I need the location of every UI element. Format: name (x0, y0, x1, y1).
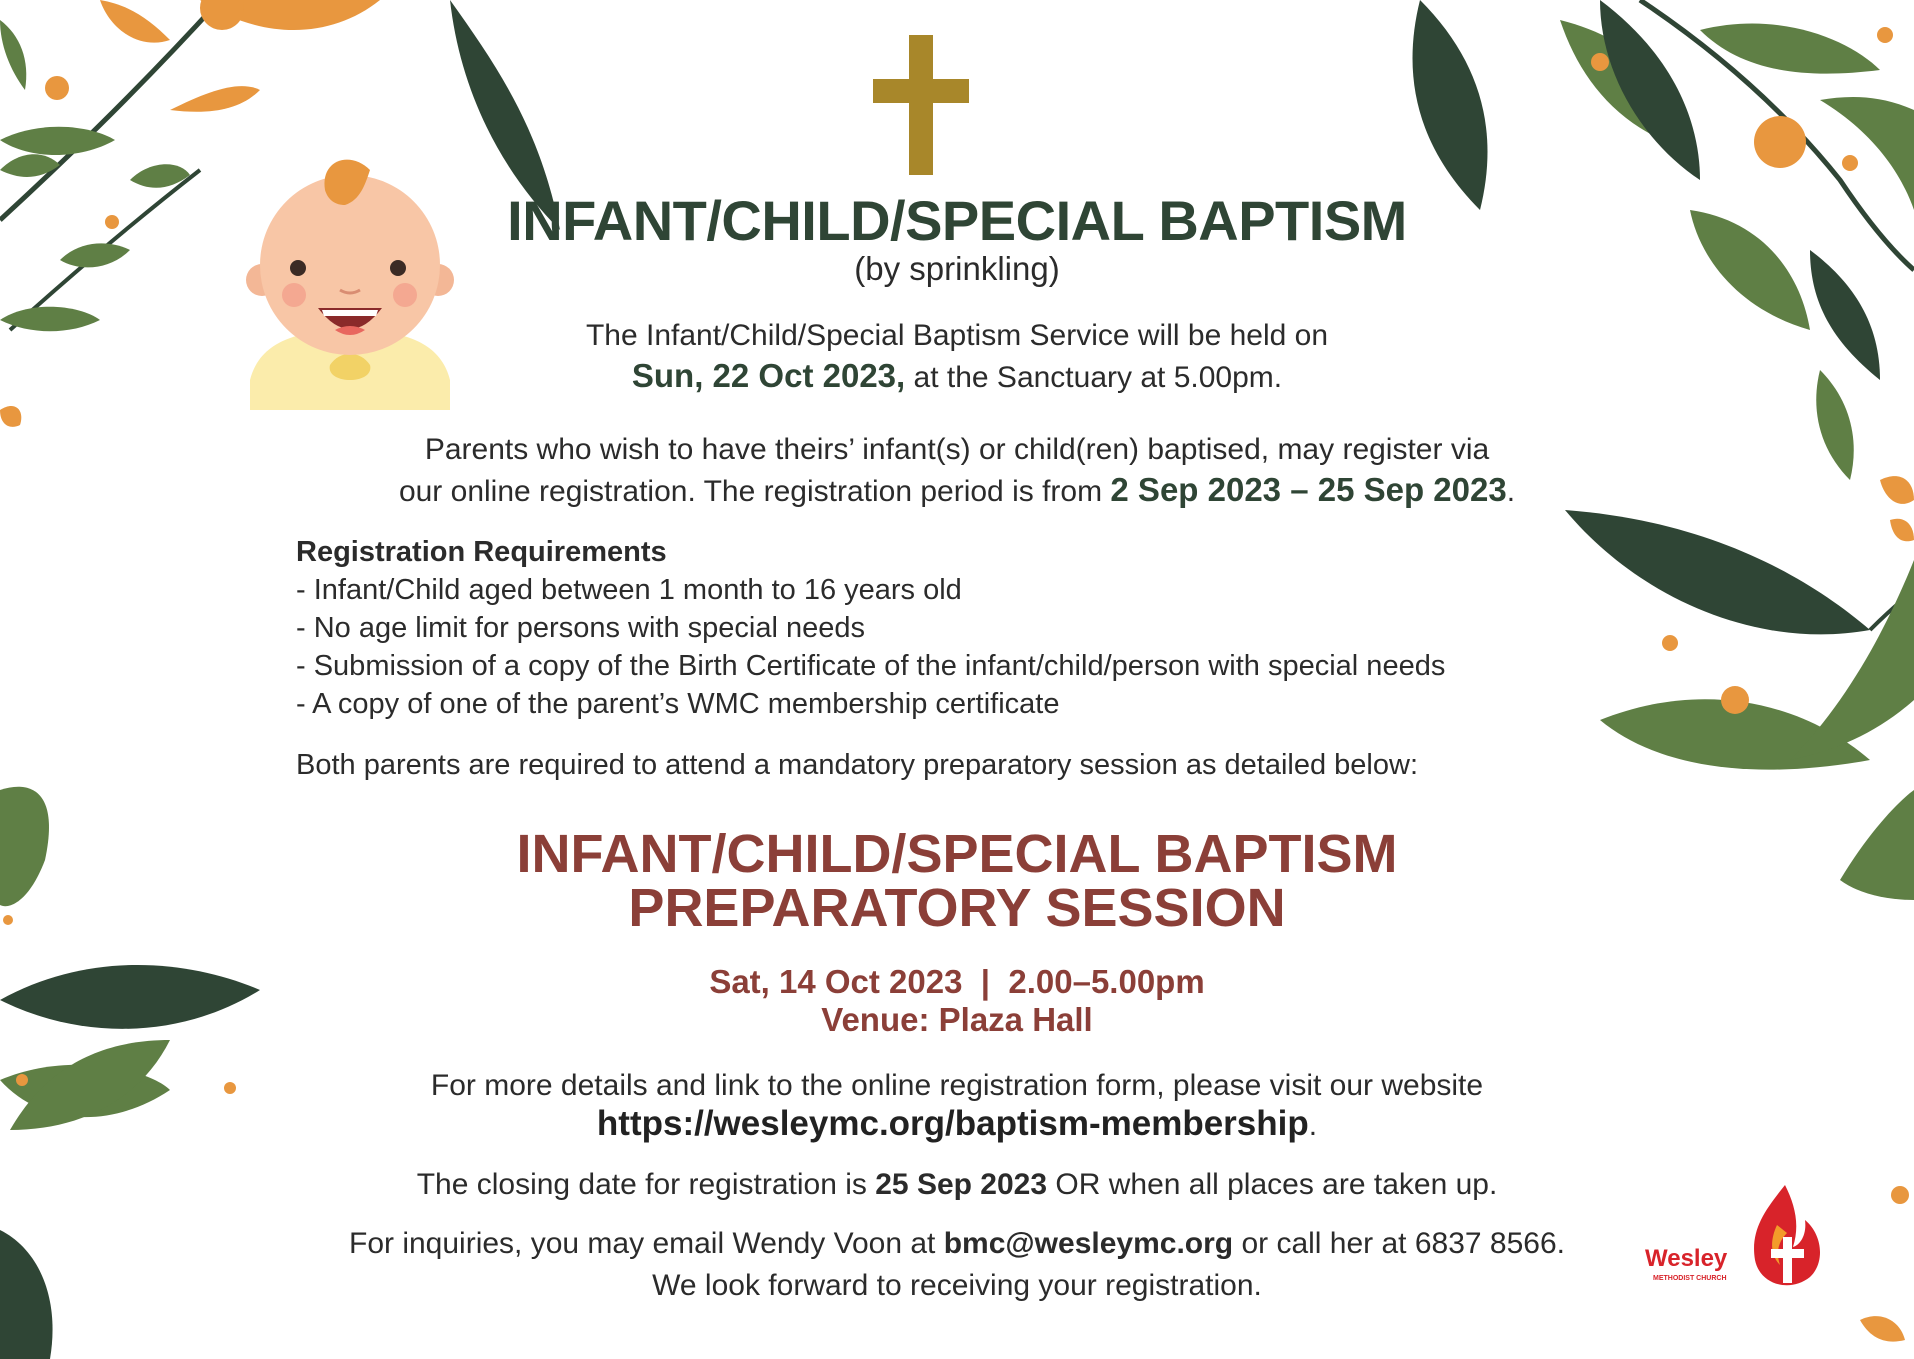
service-date-line (0, 356, 1914, 398)
intro-line-2-suffix: . (1506, 475, 1516, 508)
session-title-line-1: INFANT/CHILD/SPECIAL BAPTISM (516, 824, 1398, 884)
requirement-item: - A copy of one of the parent’s WMC membership certificate (296, 688, 1060, 720)
website-link[interactable]: https://wesleymc.org/baptism-membership (596, 1104, 1309, 1143)
closing-date: 25 Sep 2023 (875, 1168, 1048, 1201)
flame-icon (1745, 1185, 1825, 1293)
session-title-line-2: PREPARATORY SESSION (628, 878, 1286, 938)
inquiry-text: For inquiries, you may email Wendy Voon at (349, 1227, 944, 1260)
requirement-item: - Infant/Child aged between 1 month to 16 years old (296, 574, 962, 606)
page-title: INFANT/CHILD/SPECIAL BAPTISM (507, 189, 1407, 252)
wesley-logo (1645, 1185, 1845, 1295)
website-link-suffix: . (1308, 1109, 1318, 1142)
session-venue: Venue: Plaza Hall (821, 1001, 1093, 1038)
service-date: Sun, 22 Oct 2023, (631, 357, 906, 394)
intro-line-2 (0, 470, 1914, 512)
website-line (0, 1104, 1914, 1146)
session-date-time: Sat, 14 Oct 2023 | 2.00–5.00pm (709, 963, 1205, 1000)
closing-text: The closing date for registration is (416, 1168, 876, 1201)
service-line: The Infant/Child/Special Baptism Service will be held on (585, 319, 1329, 352)
registration-period: 2 Sep 2023 – 25 Sep 2023 (1110, 471, 1507, 508)
page-subtitle: (by sprinkling) (854, 250, 1060, 287)
both-parents-note: Both parents are required to attend a mandatory preparatory session as detailed below: (296, 749, 1419, 781)
requirement-item: - No age limit for persons with special needs (296, 612, 865, 644)
inquiry-phone: or call her at 6837 8566. (1233, 1227, 1565, 1260)
details-line: For more details and link to the online registration form, please visit our website (430, 1069, 1484, 1102)
logo-tagline: METHODIST CHURCH (1653, 1275, 1727, 1282)
intro-line-2-text: our online registration. The registration period is from (398, 475, 1111, 508)
requirements-section (296, 533, 1445, 723)
closing-remark: We look forward to receiving your registration. (652, 1269, 1262, 1302)
requirement-item: - Submission of a copy of the Birth Certificate of the infant/child/person with special needs (296, 650, 1446, 682)
intro-line-1: Parents who wish to have theirs’ infant(s) or child(ren) baptised, may register via (424, 433, 1490, 466)
inquiry-line (0, 1224, 1914, 1264)
closing-suffix: OR when all places are taken up. (1047, 1168, 1498, 1201)
service-location: at the Sanctuary at 5.00pm. (905, 361, 1283, 394)
logo-name: Wesley (1645, 1245, 1728, 1272)
inquiry-email[interactable]: bmc@wesleymc.org (943, 1227, 1234, 1260)
requirements-title: Registration Requirements (296, 536, 667, 568)
closing-line (0, 1165, 1914, 1205)
